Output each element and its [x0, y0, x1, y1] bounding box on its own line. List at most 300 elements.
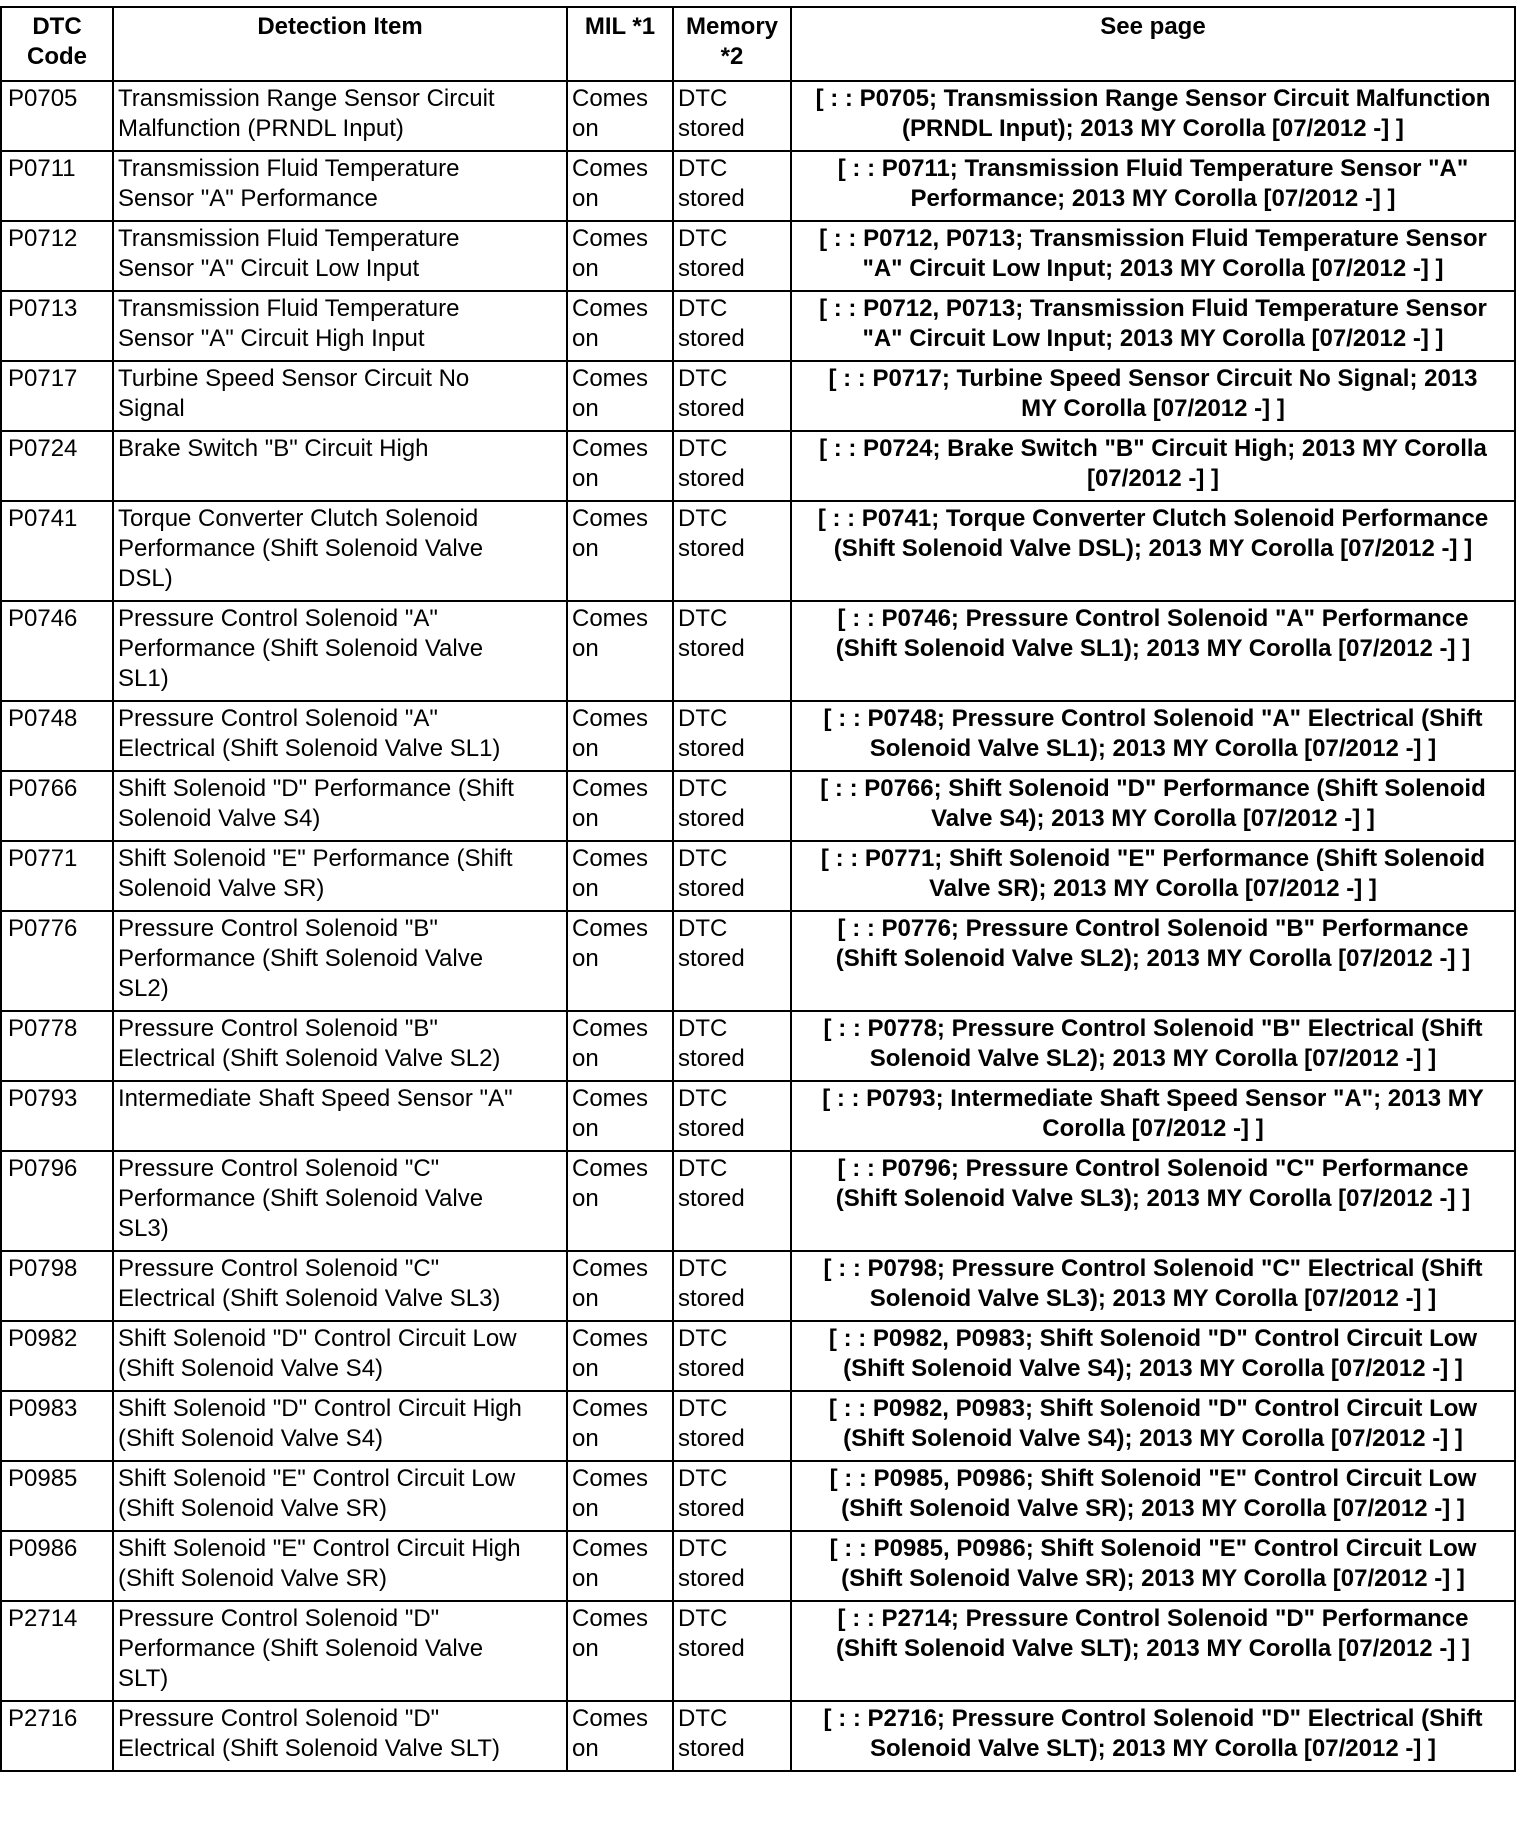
table-row: [1, 221, 1515, 291]
cell-line: stored: [678, 255, 745, 282]
cell-line: DTC: [678, 1325, 728, 1352]
cell-line: Shift Solenoid "D" Control Circuit High: [118, 1395, 522, 1422]
cell-line: Shift Solenoid "E" Control Circuit Low: [118, 1465, 516, 1492]
mil-cell: [567, 81, 673, 151]
dtc-code-cell: [1, 151, 113, 221]
cell-line: Transmission Fluid Temperature: [118, 295, 460, 322]
cell-line: Solenoid Valve SL2); 2013 MY Corolla [07/2012 -] ]: [869, 1045, 1437, 1072]
see-page-link[interactable]: [791, 221, 1515, 291]
mil-cell: [567, 1251, 673, 1321]
cell-line: Brake Switch "B" Circuit High: [118, 435, 429, 462]
detection-item-cell: [113, 1081, 567, 1151]
cell-line: [ : : P0705; Transmission Range Sensor Circuit Malfunction: [815, 85, 1491, 112]
cell-line: on: [572, 1735, 599, 1762]
cell-line: on: [572, 1045, 599, 1072]
see-page-link[interactable]: [791, 1601, 1515, 1701]
cell-line: on: [572, 115, 599, 142]
cell-line: stored: [678, 735, 745, 762]
cell-line: Pressure Control Solenoid "A": [118, 705, 438, 732]
see-page-link[interactable]: [791, 1251, 1515, 1321]
dtc-code-cell: [1, 1601, 113, 1701]
cell-line: stored: [678, 1285, 745, 1312]
cell-line: (Shift Solenoid Valve SLT); 2013 MY Corolla [07/2012 -] ]: [836, 1635, 1470, 1662]
cell-line: stored: [678, 1185, 745, 1212]
cell-line: [ : : P0712, P0713; Transmission Fluid Temperature Sensor: [819, 295, 1487, 322]
mil-cell: [567, 1151, 673, 1251]
cell-line: P0717: [8, 365, 78, 392]
dtc-code-cell: [1, 1011, 113, 1081]
see-page-link[interactable]: [791, 1531, 1515, 1601]
cell-line: Comes: [572, 1015, 649, 1042]
cell-line: DTC: [678, 1605, 728, 1632]
header-line: Code: [27, 43, 87, 70]
see-page-link[interactable]: [791, 1081, 1515, 1151]
cell-line: DTC: [678, 435, 728, 462]
detection-item-cell: [113, 1461, 567, 1531]
see-page-link[interactable]: [791, 601, 1515, 701]
cell-line: Comes: [572, 365, 649, 392]
detection-item-cell: [113, 1151, 567, 1251]
cell-line: [ : : P0985, P0986; Shift Solenoid "E" Control Circuit Low: [829, 1535, 1477, 1562]
cell-line: P0982: [8, 1325, 78, 1352]
mil-cell: [567, 1391, 673, 1461]
cell-line: P0771: [8, 845, 78, 872]
cell-line: P0986: [8, 1535, 78, 1562]
mil-cell: [567, 1531, 673, 1601]
cell-line: (Shift Solenoid Valve S4): [118, 1425, 384, 1452]
see-page-link[interactable]: [791, 701, 1515, 771]
cell-line: Pressure Control Solenoid "B": [118, 915, 438, 942]
cell-line: Performance (Shift Solenoid Valve: [118, 635, 484, 662]
cell-line: [ : : P2716; Pressure Control Solenoid "D" Electrical (Shift: [823, 1705, 1483, 1732]
cell-line: P0796: [8, 1155, 78, 1182]
cell-line: P0776: [8, 915, 78, 942]
memory-cell: [673, 1321, 791, 1391]
memory-cell: [673, 701, 791, 771]
see-page-link[interactable]: [791, 771, 1515, 841]
cell-line: on: [572, 395, 599, 422]
cell-line: (Shift Solenoid Valve S4); 2013 MY Corolla [07/2012 -] ]: [843, 1425, 1463, 1452]
memory-cell: [673, 1391, 791, 1461]
cell-line: P0985: [8, 1465, 78, 1492]
cell-line: Valve S4); 2013 MY Corolla [07/2012 -] ]: [931, 805, 1375, 832]
dtc-code-cell: [1, 1701, 113, 1771]
memory-cell: [673, 1251, 791, 1321]
detection-item-cell: [113, 291, 567, 361]
memory-cell: [673, 1701, 791, 1771]
cell-line: Comes: [572, 915, 649, 942]
dtc-code-cell: [1, 601, 113, 701]
header-dtc-code: [1, 7, 113, 81]
cell-line: Sensor "A" Circuit Low Input: [118, 255, 420, 282]
detection-item-cell: [113, 771, 567, 841]
detection-item-cell: [113, 81, 567, 151]
cell-line: Electrical (Shift Solenoid Valve SL2): [118, 1045, 501, 1072]
cell-line: Electrical (Shift Solenoid Valve SLT): [118, 1735, 500, 1762]
mil-cell: [567, 1321, 673, 1391]
cell-line: stored: [678, 115, 745, 142]
cell-line: (Shift Solenoid Valve SL2); 2013 MY Corolla [07/2012 -] ]: [835, 945, 1471, 972]
cell-line: DTC: [678, 155, 728, 182]
see-page-link[interactable]: [791, 1011, 1515, 1081]
mil-cell: [567, 151, 673, 221]
cell-line: DTC: [678, 1015, 728, 1042]
cell-line: Pressure Control Solenoid "A": [118, 605, 438, 632]
cell-line: Comes: [572, 605, 649, 632]
dtc-code-cell: [1, 1321, 113, 1391]
cell-line: (Shift Solenoid Valve SR): [118, 1495, 388, 1522]
cell-line: on: [572, 945, 599, 972]
cell-line: "A" Circuit Low Input; 2013 MY Corolla [07/2012 -] ]: [862, 325, 1444, 352]
cell-line: Solenoid Valve S4): [118, 805, 321, 832]
table-row: [1, 1081, 1515, 1151]
cell-line: DTC: [678, 605, 728, 632]
cell-line: DTC: [678, 295, 728, 322]
table-row: [1, 1251, 1515, 1321]
detection-item-cell: [113, 361, 567, 431]
table-row: [1, 1701, 1515, 1771]
mil-cell: [567, 501, 673, 601]
memory-cell: [673, 1531, 791, 1601]
cell-line: stored: [678, 875, 745, 902]
memory-cell: [673, 1601, 791, 1701]
memory-cell: [673, 1081, 791, 1151]
dtc-code-cell: [1, 81, 113, 151]
cell-line: Pressure Control Solenoid "B": [118, 1015, 438, 1042]
dtc-code-cell: [1, 291, 113, 361]
cell-line: (Shift Solenoid Valve S4): [118, 1355, 384, 1382]
cell-line: P0746: [8, 605, 78, 632]
cell-line: [ : : P0982, P0983; Shift Solenoid "D" Control Circuit Low: [828, 1325, 1478, 1352]
cell-line: DTC: [678, 1465, 728, 1492]
cell-line: [ : : P0776; Pressure Control Solenoid "B" Performance: [837, 915, 1469, 942]
cell-line: DTC: [678, 1255, 728, 1282]
cell-line: stored: [678, 395, 745, 422]
cell-line: [ : : P0746; Pressure Control Solenoid "A" Performance: [837, 605, 1469, 632]
dtc-code-cell: [1, 1531, 113, 1601]
mil-cell: [567, 1011, 673, 1081]
cell-line: on: [572, 1495, 599, 1522]
cell-line: [ : : P0796; Pressure Control Solenoid "C" Performance: [837, 1155, 1469, 1182]
cell-line: Shift Solenoid "D" Control Circuit Low: [118, 1325, 517, 1352]
cell-line: Solenoid Valve SL3); 2013 MY Corolla [07/2012 -] ]: [869, 1285, 1437, 1312]
cell-line: Comes: [572, 1605, 649, 1632]
cell-line: (Shift Solenoid Valve SL3); 2013 MY Corolla [07/2012 -] ]: [835, 1185, 1471, 1212]
cell-line: Comes: [572, 505, 649, 532]
detection-item-cell: [113, 1601, 567, 1701]
cell-line: Performance (Shift Solenoid Valve: [118, 1635, 484, 1662]
see-page-link[interactable]: [791, 1461, 1515, 1531]
mil-cell: [567, 291, 673, 361]
cell-line: [ : : P0717; Turbine Speed Sensor Circuit No Signal; 2013: [828, 365, 1478, 392]
cell-line: DTC: [678, 1155, 728, 1182]
cell-line: Comes: [572, 1705, 649, 1732]
cell-line: Signal: [118, 395, 185, 422]
memory-cell: [673, 291, 791, 361]
cell-line: stored: [678, 1425, 745, 1452]
mil-cell: [567, 1081, 673, 1151]
header-line: *2: [720, 43, 744, 70]
memory-cell: [673, 361, 791, 431]
cell-line: (Shift Solenoid Valve SR); 2013 MY Corolla [07/2012 -] ]: [841, 1495, 1465, 1522]
table-body: [1, 81, 1515, 1771]
cell-line: Comes: [572, 1155, 649, 1182]
cell-line: (Shift Solenoid Valve S4); 2013 MY Corolla [07/2012 -] ]: [843, 1355, 1463, 1382]
memory-cell: [673, 1461, 791, 1531]
cell-line: Comes: [572, 155, 649, 182]
header-line: MIL *1: [584, 13, 656, 40]
cell-line: stored: [678, 1635, 745, 1662]
cell-line: on: [572, 255, 599, 282]
dtc-code-cell: [1, 1151, 113, 1251]
cell-line: SLT): [118, 1665, 169, 1692]
cell-line: [ : : P0771; Shift Solenoid "E" Performance (Shift Solenoid: [820, 845, 1486, 872]
cell-line: [ : : P0778; Pressure Control Solenoid "B" Electrical (Shift: [823, 1015, 1483, 1042]
cell-line: Comes: [572, 705, 649, 732]
detection-item-cell: [113, 1011, 567, 1081]
cell-line: DTC: [678, 705, 728, 732]
cell-line: DTC: [678, 1085, 728, 1112]
detection-item-cell: [113, 601, 567, 701]
cell-line: [ : : P0798; Pressure Control Solenoid "C" Electrical (Shift: [823, 1255, 1483, 1282]
header-line: Detection Item: [257, 13, 423, 40]
table-row: [1, 1531, 1515, 1601]
cell-line: stored: [678, 185, 745, 212]
dtc-code-cell: [1, 771, 113, 841]
memory-cell: [673, 911, 791, 1011]
cell-line: Comes: [572, 1395, 649, 1422]
see-page-link[interactable]: [791, 431, 1515, 501]
mil-cell: [567, 1601, 673, 1701]
cell-line: DTC: [678, 845, 728, 872]
dtc-table: [0, 6, 1516, 1772]
header-mil: [567, 7, 673, 81]
cell-line: (Shift Solenoid Valve SR); 2013 MY Corolla [07/2012 -] ]: [841, 1565, 1465, 1592]
dtc-code-cell: [1, 1391, 113, 1461]
table-row: [1, 841, 1515, 911]
mil-cell: [567, 771, 673, 841]
cell-line: on: [572, 875, 599, 902]
cell-line: P0983: [8, 1395, 78, 1422]
dtc-code-cell: [1, 1251, 113, 1321]
see-page-link[interactable]: [791, 841, 1515, 911]
cell-line: Comes: [572, 85, 649, 112]
cell-line: (PRNDL Input); 2013 MY Corolla [07/2012 -] ]: [902, 115, 1404, 142]
memory-cell: [673, 501, 791, 601]
cell-line: P0793: [8, 1085, 78, 1112]
memory-cell: [673, 221, 791, 291]
memory-cell: [673, 431, 791, 501]
cell-line: P0798: [8, 1255, 78, 1282]
cell-line: DTC: [678, 1395, 728, 1422]
header-line: DTC: [32, 13, 82, 40]
memory-cell: [673, 81, 791, 151]
cell-line: on: [572, 535, 599, 562]
cell-line: on: [572, 325, 599, 352]
cell-line: Malfunction (PRNDL Input): [118, 115, 404, 142]
cell-line: DTC: [678, 1705, 728, 1732]
detection-item-cell: [113, 1321, 567, 1391]
memory-cell: [673, 601, 791, 701]
cell-line: Transmission Range Sensor Circuit: [118, 85, 495, 112]
cell-line: Performance (Shift Solenoid Valve: [118, 1185, 484, 1212]
detection-item-cell: [113, 151, 567, 221]
see-page-link[interactable]: [791, 1321, 1515, 1391]
cell-line: [ : : P0766; Shift Solenoid "D" Performance (Shift Solenoid: [820, 775, 1486, 802]
cell-line: Comes: [572, 435, 649, 462]
cell-line: DSL): [118, 565, 173, 592]
table-row: [1, 1011, 1515, 1081]
cell-line: Pressure Control Solenoid "D": [118, 1605, 440, 1632]
see-page-link[interactable]: [791, 151, 1515, 221]
cell-line: [ : : P2714; Pressure Control Solenoid "D" Performance: [837, 1605, 1469, 1632]
memory-cell: [673, 841, 791, 911]
cell-line: stored: [678, 1565, 745, 1592]
cell-line: (Shift Solenoid Valve SR): [118, 1565, 388, 1592]
cell-line: Sensor "A" Circuit High Input: [118, 325, 425, 352]
see-page-link[interactable]: [791, 1151, 1515, 1251]
memory-cell: [673, 151, 791, 221]
cell-line: on: [572, 735, 599, 762]
cell-line: on: [572, 1355, 599, 1382]
header-see-page: [791, 7, 1515, 81]
cell-line: stored: [678, 465, 745, 492]
table-row: [1, 501, 1515, 601]
cell-line: [ : : P0741; Torque Converter Clutch Solenoid Performance: [817, 505, 1489, 532]
header-line: See page: [1100, 13, 1206, 40]
detection-item-cell: [113, 701, 567, 771]
cell-line: SL1): [118, 665, 169, 692]
cell-line: [ : : P0793; Intermediate Shaft Speed Sensor "A"; 2013 MY: [822, 1085, 1484, 1112]
cell-line: Transmission Fluid Temperature: [118, 155, 460, 182]
cell-line: DTC: [678, 365, 728, 392]
cell-line: Intermediate Shaft Speed Sensor "A": [118, 1085, 513, 1112]
cell-line: on: [572, 1115, 599, 1142]
cell-line: P0778: [8, 1015, 78, 1042]
cell-line: DTC: [678, 775, 728, 802]
cell-line: Solenoid Valve SLT); 2013 MY Corolla [07/2012 -] ]: [870, 1735, 1436, 1762]
table-row: [1, 701, 1515, 771]
cell-line: P0705: [8, 85, 78, 112]
cell-line: P0712: [8, 225, 78, 252]
memory-cell: [673, 771, 791, 841]
cell-line: Comes: [572, 1535, 649, 1562]
dtc-code-cell: [1, 1081, 113, 1151]
table-row: [1, 1321, 1515, 1391]
cell-line: SL3): [118, 1215, 169, 1242]
see-page-link[interactable]: [791, 1701, 1515, 1771]
detection-item-cell: [113, 1701, 567, 1771]
cell-line: SL2): [118, 975, 169, 1002]
table-row: [1, 431, 1515, 501]
cell-line: Performance (Shift Solenoid Valve: [118, 945, 484, 972]
dtc-code-cell: [1, 841, 113, 911]
detection-item-cell: [113, 1251, 567, 1321]
see-page-link[interactable]: [791, 1391, 1515, 1461]
header-memory: [673, 7, 791, 81]
detection-item-cell: [113, 221, 567, 291]
table-row: [1, 1391, 1515, 1461]
cell-line: stored: [678, 635, 745, 662]
cell-line: Solenoid Valve SL1); 2013 MY Corolla [07/2012 -] ]: [869, 735, 1437, 762]
cell-line: [07/2012 -] ]: [1086, 465, 1220, 492]
cell-line: Transmission Fluid Temperature: [118, 225, 460, 252]
cell-line: Comes: [572, 845, 649, 872]
cell-line: stored: [678, 325, 745, 352]
cell-line: stored: [678, 1045, 745, 1072]
mil-cell: [567, 841, 673, 911]
cell-line: on: [572, 1565, 599, 1592]
dtc-code-cell: [1, 701, 113, 771]
cell-line: stored: [678, 1495, 745, 1522]
table-row: [1, 771, 1515, 841]
cell-line: Shift Solenoid "E" Control Circuit High: [118, 1535, 521, 1562]
cell-line: Pressure Control Solenoid "C": [118, 1155, 440, 1182]
table-row: [1, 911, 1515, 1011]
cell-line: (Shift Solenoid Valve DSL); 2013 MY Corolla [07/2012 -] ]: [833, 535, 1473, 562]
detection-item-cell: [113, 501, 567, 601]
cell-line: Pressure Control Solenoid "C": [118, 1255, 440, 1282]
mil-cell: [567, 221, 673, 291]
dtc-code-cell: [1, 1461, 113, 1531]
cell-line: [ : : P0985, P0986; Shift Solenoid "E" Control Circuit Low: [829, 1465, 1477, 1492]
mil-cell: [567, 1461, 673, 1531]
cell-line: on: [572, 805, 599, 832]
see-page-link[interactable]: [791, 291, 1515, 361]
cell-line: stored: [678, 1355, 745, 1382]
cell-line: [ : : P0982, P0983; Shift Solenoid "D" Control Circuit Low: [828, 1395, 1478, 1422]
dtc-code-cell: [1, 501, 113, 601]
cell-line: Comes: [572, 1085, 649, 1112]
cell-line: Pressure Control Solenoid "D": [118, 1705, 440, 1732]
see-page-link[interactable]: [791, 81, 1515, 151]
cell-line: "A" Circuit Low Input; 2013 MY Corolla [07/2012 -] ]: [862, 255, 1444, 282]
mil-cell: [567, 701, 673, 771]
table-row: [1, 361, 1515, 431]
memory-cell: [673, 1011, 791, 1081]
cell-line: [ : : P0748; Pressure Control Solenoid "A" Electrical (Shift: [823, 705, 1483, 732]
mil-cell: [567, 1701, 673, 1771]
see-page-link[interactable]: [791, 501, 1515, 601]
cell-line: Comes: [572, 225, 649, 252]
cell-line: Torque Converter Clutch Solenoid: [118, 505, 479, 532]
header-row: [1, 7, 1515, 81]
mil-cell: [567, 361, 673, 431]
detection-item-cell: [113, 1391, 567, 1461]
cell-line: Turbine Speed Sensor Circuit No: [118, 365, 470, 392]
table-row: [1, 1151, 1515, 1251]
cell-line: P2716: [8, 1705, 78, 1732]
see-page-link[interactable]: [791, 911, 1515, 1011]
cell-line: Solenoid Valve SR): [118, 875, 325, 902]
cell-line: Comes: [572, 295, 649, 322]
detection-item-cell: [113, 1531, 567, 1601]
detection-item-cell: [113, 911, 567, 1011]
cell-line: P0711: [8, 155, 76, 182]
cell-line: DTC: [678, 505, 728, 532]
header-line: Memory: [685, 13, 779, 40]
cell-line: Corolla [07/2012 -] ]: [1042, 1115, 1264, 1142]
see-page-link[interactable]: [791, 361, 1515, 431]
cell-line: [ : : P0724; Brake Switch "B" Circuit High; 2013 MY Corolla: [819, 435, 1487, 462]
header-detection-item: [113, 7, 567, 81]
cell-line: P0713: [8, 295, 78, 322]
cell-line: DTC: [678, 915, 728, 942]
cell-line: DTC: [678, 1535, 728, 1562]
cell-line: Electrical (Shift Solenoid Valve SL1): [118, 735, 501, 762]
cell-line: P0724: [8, 435, 78, 462]
dtc-code-cell: [1, 431, 113, 501]
